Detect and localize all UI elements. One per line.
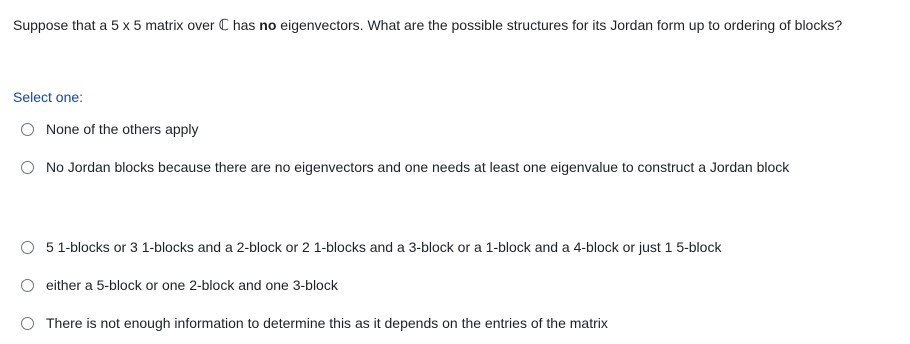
answer-option-4[interactable] [21,274,338,296]
answer-option-1[interactable] [21,118,199,140]
complex-field-symbol: ℂ [218,16,229,34]
answer-option-label: either a 5-block or one 2-block and one 3-block [46,277,338,293]
answer-option-2[interactable] [21,156,789,178]
answer-option-label: None of the others apply [46,121,199,137]
answer-option-3[interactable] [21,236,721,258]
question-part2: has [228,17,260,33]
radio-button[interactable] [21,123,34,136]
radio-button[interactable] [21,279,34,292]
radio-button[interactable] [21,161,34,174]
question-part1: Suppose that a 5 x 5 matrix over [13,17,219,33]
question-part3: eigenvectors. What are the possible structures for its Jordan form up to ordering of blocks? [276,17,843,33]
answer-option-5[interactable] [21,312,608,334]
question-text [13,15,903,35]
answer-option-label: There is not enough information to determine this as it depends on the entries of the matrix [46,315,608,331]
radio-button[interactable] [21,317,34,330]
answer-option-label: 5 1-blocks or 3 1-blocks and a 2-block or 2 1-blocks and a 3-block or a 1-block and a 4-block or just 1 5-block [46,239,722,255]
answer-option-label: No Jordan blocks because there are no eigenvectors and one needs at least one eigenvalue to construct a Jordan block [46,159,790,175]
select-one-prompt: Select one: [13,89,84,105]
question-emphasis: no [259,17,277,33]
radio-button[interactable] [21,241,34,254]
